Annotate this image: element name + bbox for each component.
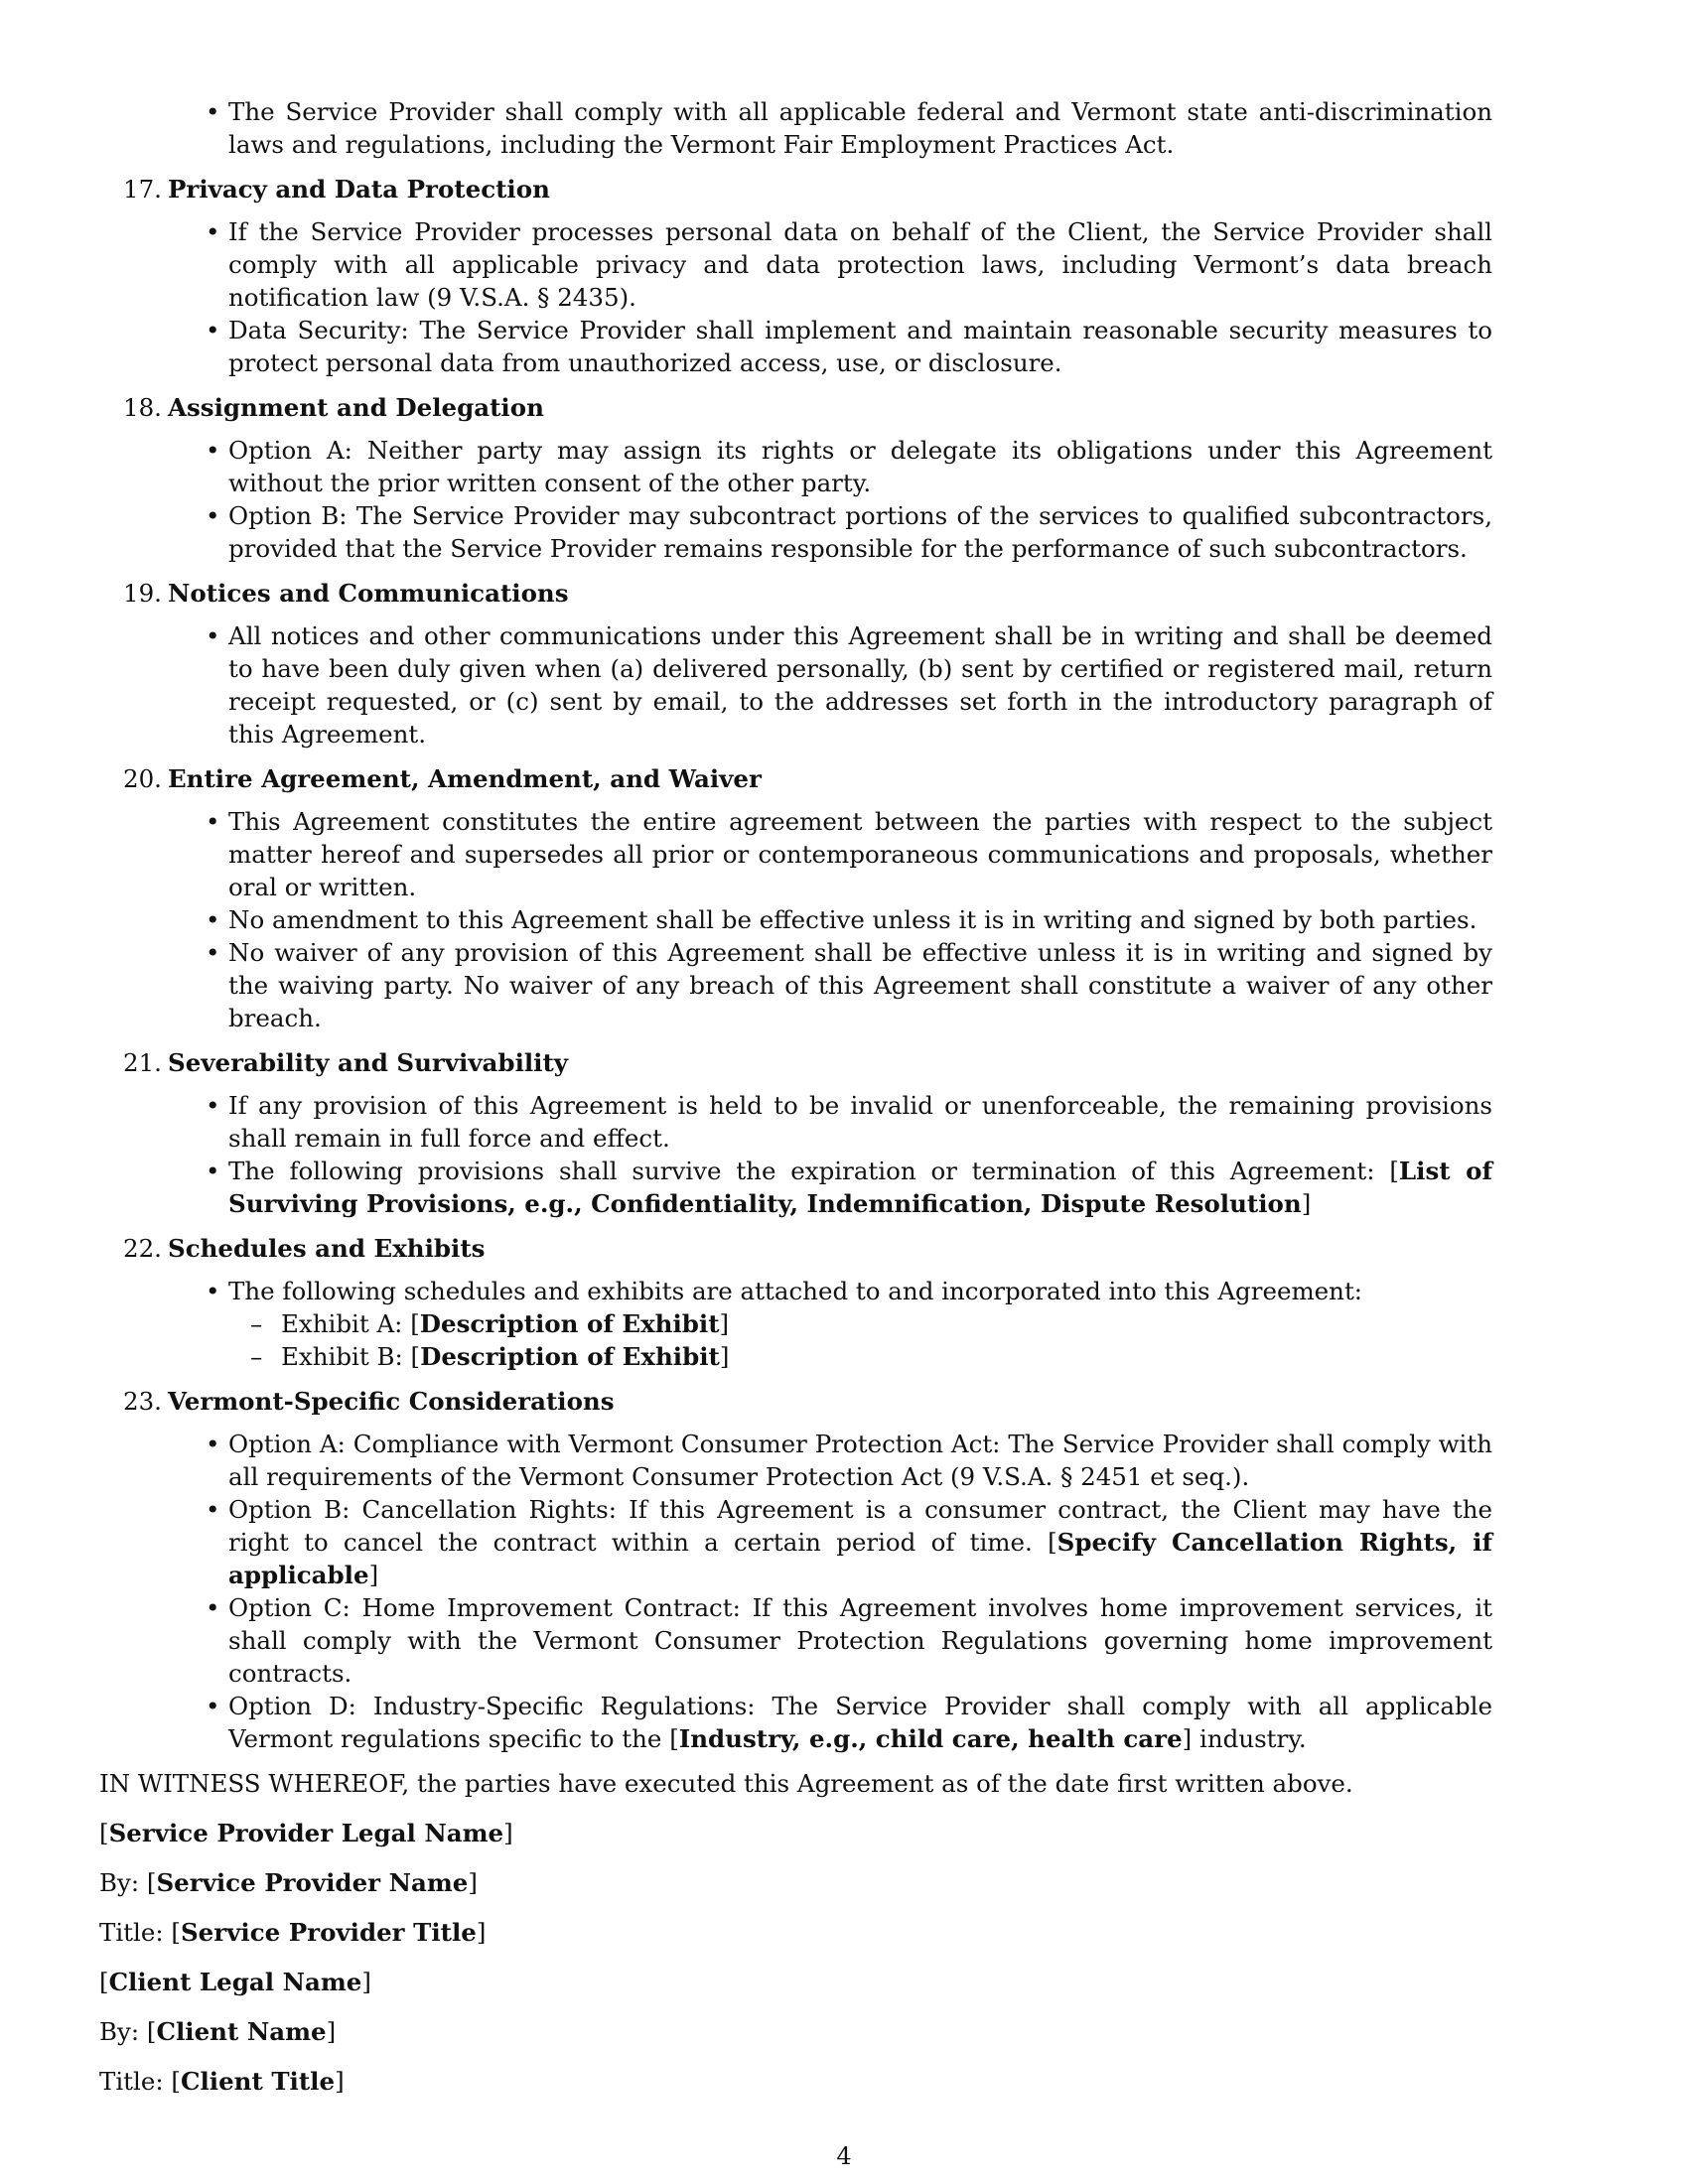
placeholder-sp-legal-name: Service Provider Legal Name	[108, 1819, 504, 1847]
list-item: • No waiver of any provision of this Agreement shall be effective unless it is in writing and signed by the waiving party. No waiver of any breach of this Agreement shall constitute a waiver of any other breach.	[99, 936, 1589, 1034]
list-item: • No amendment to this Agreement shall be effective unless it is in writing and signed by both parties.	[99, 903, 1589, 936]
section-title: Entire Agreement, Amendment, and Waiver	[168, 764, 762, 793]
section-19-heading	[99, 577, 1589, 610]
section-20-heading	[99, 762, 1589, 795]
item-text: The following schedules and exhibits are attached to and incorporated into this Agreement:	[228, 1277, 1363, 1305]
section-title: Notices and Communications	[168, 579, 569, 608]
client-by-line: By: [Client Name]	[99, 2017, 337, 2046]
item-text: Option D: Industry-Specific Regulations: The Service Provider shall comply with all applicable Vermont regulations specific to the	[228, 1692, 1492, 1753]
intro-bullet: • The Service Provider shall comply with all applicable federal and Vermont state anti-discrimination laws and regulations, including the Vermont Fair Employment Practices Act.	[99, 95, 1589, 161]
by-label: By:	[99, 1868, 147, 1897]
page-number: 4	[836, 2142, 852, 2170]
client-title-line: Title: [Client Title]	[99, 2067, 345, 2096]
exhibit-label: Exhibit A:	[281, 1309, 411, 1338]
section-21-heading	[99, 1046, 1589, 1079]
exhibit-list	[228, 1307, 1492, 1373]
list-item: • Option D: Industry-Specific Regulations: The Service Provider shall comply with all applicable Vermont regulations specific to the [Industry, e.g., child care, health care] industry.	[99, 1690, 1589, 1755]
list-item: • If the Service Provider processes personal data on behalf of the Client, the Service Provider shall comply with all applicable privacy and data protection laws, including Vermont’s data breach notification law (9 V.S.A. § 2435).	[99, 215, 1589, 314]
list-item: • Option A: Neither party may assign its rights or delegate its obligations under this Agreement without the prior written consent of the other party.	[99, 434, 1589, 499]
list-item: • The following provisions shall survive the expiration or termination of this Agreement: [List of Surviving Provisions, e.g., Confidentiality, Indemnification, Dispute Resolution]	[99, 1155, 1589, 1220]
section-title: Privacy and Data Protection	[168, 175, 550, 204]
list-item: • All notices and other communications under this Agreement shall be in writing and shall be deemed to have been duly given when (a) delivered personally, (b) sent by certified or registered mail, return receipt requested, or (c) sent by email, to the addresses set forth in the introductory paragraph of this Agreement.	[99, 619, 1589, 751]
exhibit-a-item: – Exhibit A: [Description of Exhibit]	[228, 1307, 1492, 1340]
document-page	[99, 95, 1589, 2098]
list-item: • Data Security: The Service Provider shall implement and maintain reasonable security measures to protect personal data from unauthorized access, use, or disclosure.	[99, 314, 1589, 379]
section-17-list	[99, 215, 1589, 379]
placeholder-client-legal-name: Client Legal Name	[108, 1968, 362, 1996]
section-number: 21.	[123, 1048, 162, 1077]
placeholder-sp-name: Service Provider Name	[156, 1868, 469, 1897]
placeholder-industry: Industry, e.g., child care, health care	[678, 1724, 1183, 1753]
section-title: Severability and Survivability	[168, 1048, 569, 1077]
sp-by-line: By: [Service Provider Name]	[99, 1868, 478, 1897]
section-17-heading	[99, 173, 1589, 205]
exhibit-b-item: – Exhibit B: [Description of Exhibit]	[228, 1340, 1492, 1373]
item-text-after: industry.	[1192, 1724, 1307, 1753]
section-18-heading	[99, 391, 1589, 424]
placeholder-exhibit-a: Description of Exhibit	[419, 1309, 720, 1338]
section-number: 23.	[123, 1387, 162, 1416]
intro-list	[99, 95, 1589, 161]
exhibit-label: Exhibit B:	[281, 1342, 411, 1371]
placeholder-sp-title: Service Provider Title	[180, 1918, 477, 1947]
placeholder-client-name: Client Name	[156, 2017, 327, 2046]
section-18-list	[99, 434, 1589, 565]
placeholder-cancellation-rights: Specify Cancellation Rights, if applicable	[228, 1528, 1493, 1589]
list-item: • Option B: Cancellation Rights: If this Agreement is a consumer contract, the Client may have the right to cancel the contract within a certain period of time. [Specify Cancellation Rights, if applicable]	[99, 1493, 1589, 1591]
section-22-list	[99, 1275, 1589, 1373]
list-item: • Option A: Compliance with Vermont Consumer Protection Act: The Service Provider shall comply with all requirements of the Vermont Consumer Protection Act (9 V.S.A. § 2451 et seq.).	[99, 1428, 1589, 1493]
section-23-heading	[99, 1385, 1589, 1418]
section-number: 18.	[123, 393, 162, 422]
section-title: Assignment and Delegation	[168, 393, 544, 422]
section-21-list	[99, 1089, 1589, 1220]
title-label: Title:	[99, 2067, 172, 2096]
list-item	[99, 1275, 1589, 1373]
title-label: Title:	[99, 1918, 172, 1947]
sp-legal-name-line: [Service Provider Legal Name]	[99, 1819, 513, 1847]
section-19-list	[99, 619, 1589, 751]
placeholder-client-title: Client Title	[180, 2067, 336, 2096]
section-title: Schedules and Exhibits	[168, 1234, 486, 1263]
list-item: • This Agreement constitutes the entire agreement between the parties with respect to the subject matter hereof and supersedes all prior or contemporaneous communications and proposals, whether oral or written.	[99, 805, 1589, 903]
section-number: 19.	[123, 579, 162, 608]
sp-title-line: Title: [Service Provider Title]	[99, 1918, 487, 1947]
list-item: • Option B: The Service Provider may subcontract portions of the services to qualified subcontractors, provided that the Service Provider remains responsible for the performance of such subcontractors.	[99, 499, 1589, 565]
client-legal-name-line: [Client Legal Name]	[99, 1968, 371, 1996]
item-text: Option B: Cancellation Rights: If this Agreement is a consumer contract, the Client may have the right to cancel the contract within a certain period of time.	[228, 1495, 1492, 1557]
placeholder-exhibit-b: Description of Exhibit	[420, 1342, 720, 1371]
section-23-list	[99, 1428, 1589, 1755]
list-item: • If any provision of this Agreement is held to be invalid or unenforceable, the remaining provisions shall remain in full force and effect.	[99, 1089, 1589, 1155]
section-title: Vermont-Specific Considerations	[168, 1387, 615, 1416]
section-20-list	[99, 805, 1589, 1034]
section-number: 17.	[123, 175, 162, 204]
item-text: The following provisions shall survive the expiration or termination of this Agreement:	[228, 1157, 1390, 1185]
list-item: • Option C: Home Improvement Contract: If this Agreement involves home improvement services, it shall comply with the Vermont Consumer Protection Regulations governing home improvement contracts.	[99, 1591, 1589, 1690]
section-number: 20.	[123, 764, 162, 793]
witness-statement: IN WITNESS WHEREOF, the parties have executed this Agreement as of the date first written above.	[99, 1769, 1353, 1798]
section-22-heading	[99, 1232, 1589, 1265]
placeholder-surviving-provisions: List of Surviving Provisions, e.g., Confidentiality, Indemnification, Dispute Resolution	[228, 1157, 1493, 1218]
by-label: By:	[99, 2017, 147, 2046]
section-number: 22.	[123, 1234, 162, 1263]
